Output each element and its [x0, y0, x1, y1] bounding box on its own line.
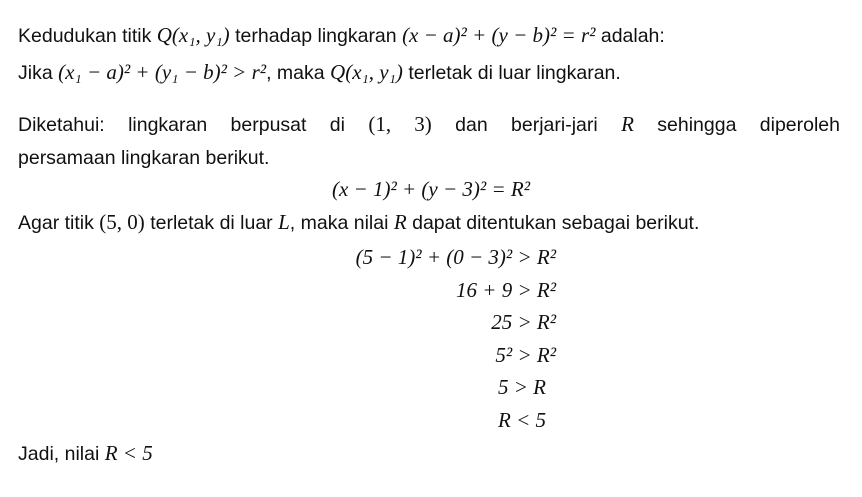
requirement-text-a: Agar titik — [18, 212, 94, 234]
requirement-text-c: , maka nilai — [289, 212, 389, 234]
step-5: 5 > R — [498, 375, 546, 399]
circle-general-math: (x − a)² + (y − b)² = r² — [402, 23, 596, 47]
intro-text-b: terhadap lingkaran — [235, 25, 397, 47]
condition-line — [18, 57, 621, 88]
conclusion-text: Jadi, nilai — [18, 443, 100, 465]
condition-text-b: , maka — [266, 62, 325, 84]
requirement-line — [18, 207, 699, 238]
center-point-math: (1, 3) — [368, 112, 432, 136]
step-3: 25 > R² — [491, 310, 556, 334]
step-2: 16 + 9 > R² — [456, 278, 556, 302]
condition-text-c: terletak di luar lingkaran. — [408, 62, 621, 84]
radius-symbol-2: R — [393, 210, 407, 234]
conclusion-line — [18, 438, 153, 469]
point-q-math-2: Q(x₁, y₁) — [330, 60, 403, 84]
given-line — [18, 109, 840, 140]
intro-text-a: Kedudukan titik — [18, 25, 152, 47]
radius-symbol: R — [621, 112, 634, 136]
intro-text-c: adalah: — [600, 25, 665, 47]
requirement-text-b: terletak di luar — [150, 212, 273, 234]
step-4: 5² > R² — [495, 343, 556, 367]
equation-intro-line: persamaan lingkaran berikut. — [18, 147, 270, 169]
point-math: (5, 0) — [99, 210, 145, 234]
given-text-a: Diketahui: lingkaran berpusat di — [18, 114, 345, 136]
step-6: R < 5 — [498, 408, 546, 432]
given-text-c: sehingga diperoleh — [657, 114, 840, 136]
circle-equation: (x − 1)² + (y − 3)² = R² — [331, 177, 530, 201]
condition-text-a: Jika — [18, 62, 53, 84]
step-1: (5 − 1)² + (0 − 3)² > R² — [355, 245, 556, 269]
given-text-b: dan berjari-jari — [455, 114, 598, 136]
requirement-text-d: dapat ditentukan sebagai berikut. — [412, 212, 700, 234]
result-math: R < 5 — [104, 441, 153, 465]
point-q-math: Q(x₁, y₁) — [156, 23, 230, 47]
intro-line — [18, 20, 665, 51]
circle-l-symbol: L — [278, 210, 290, 234]
outside-condition-math: (x₁ − a)² + (y₁ − b)² > r² — [58, 60, 267, 84]
